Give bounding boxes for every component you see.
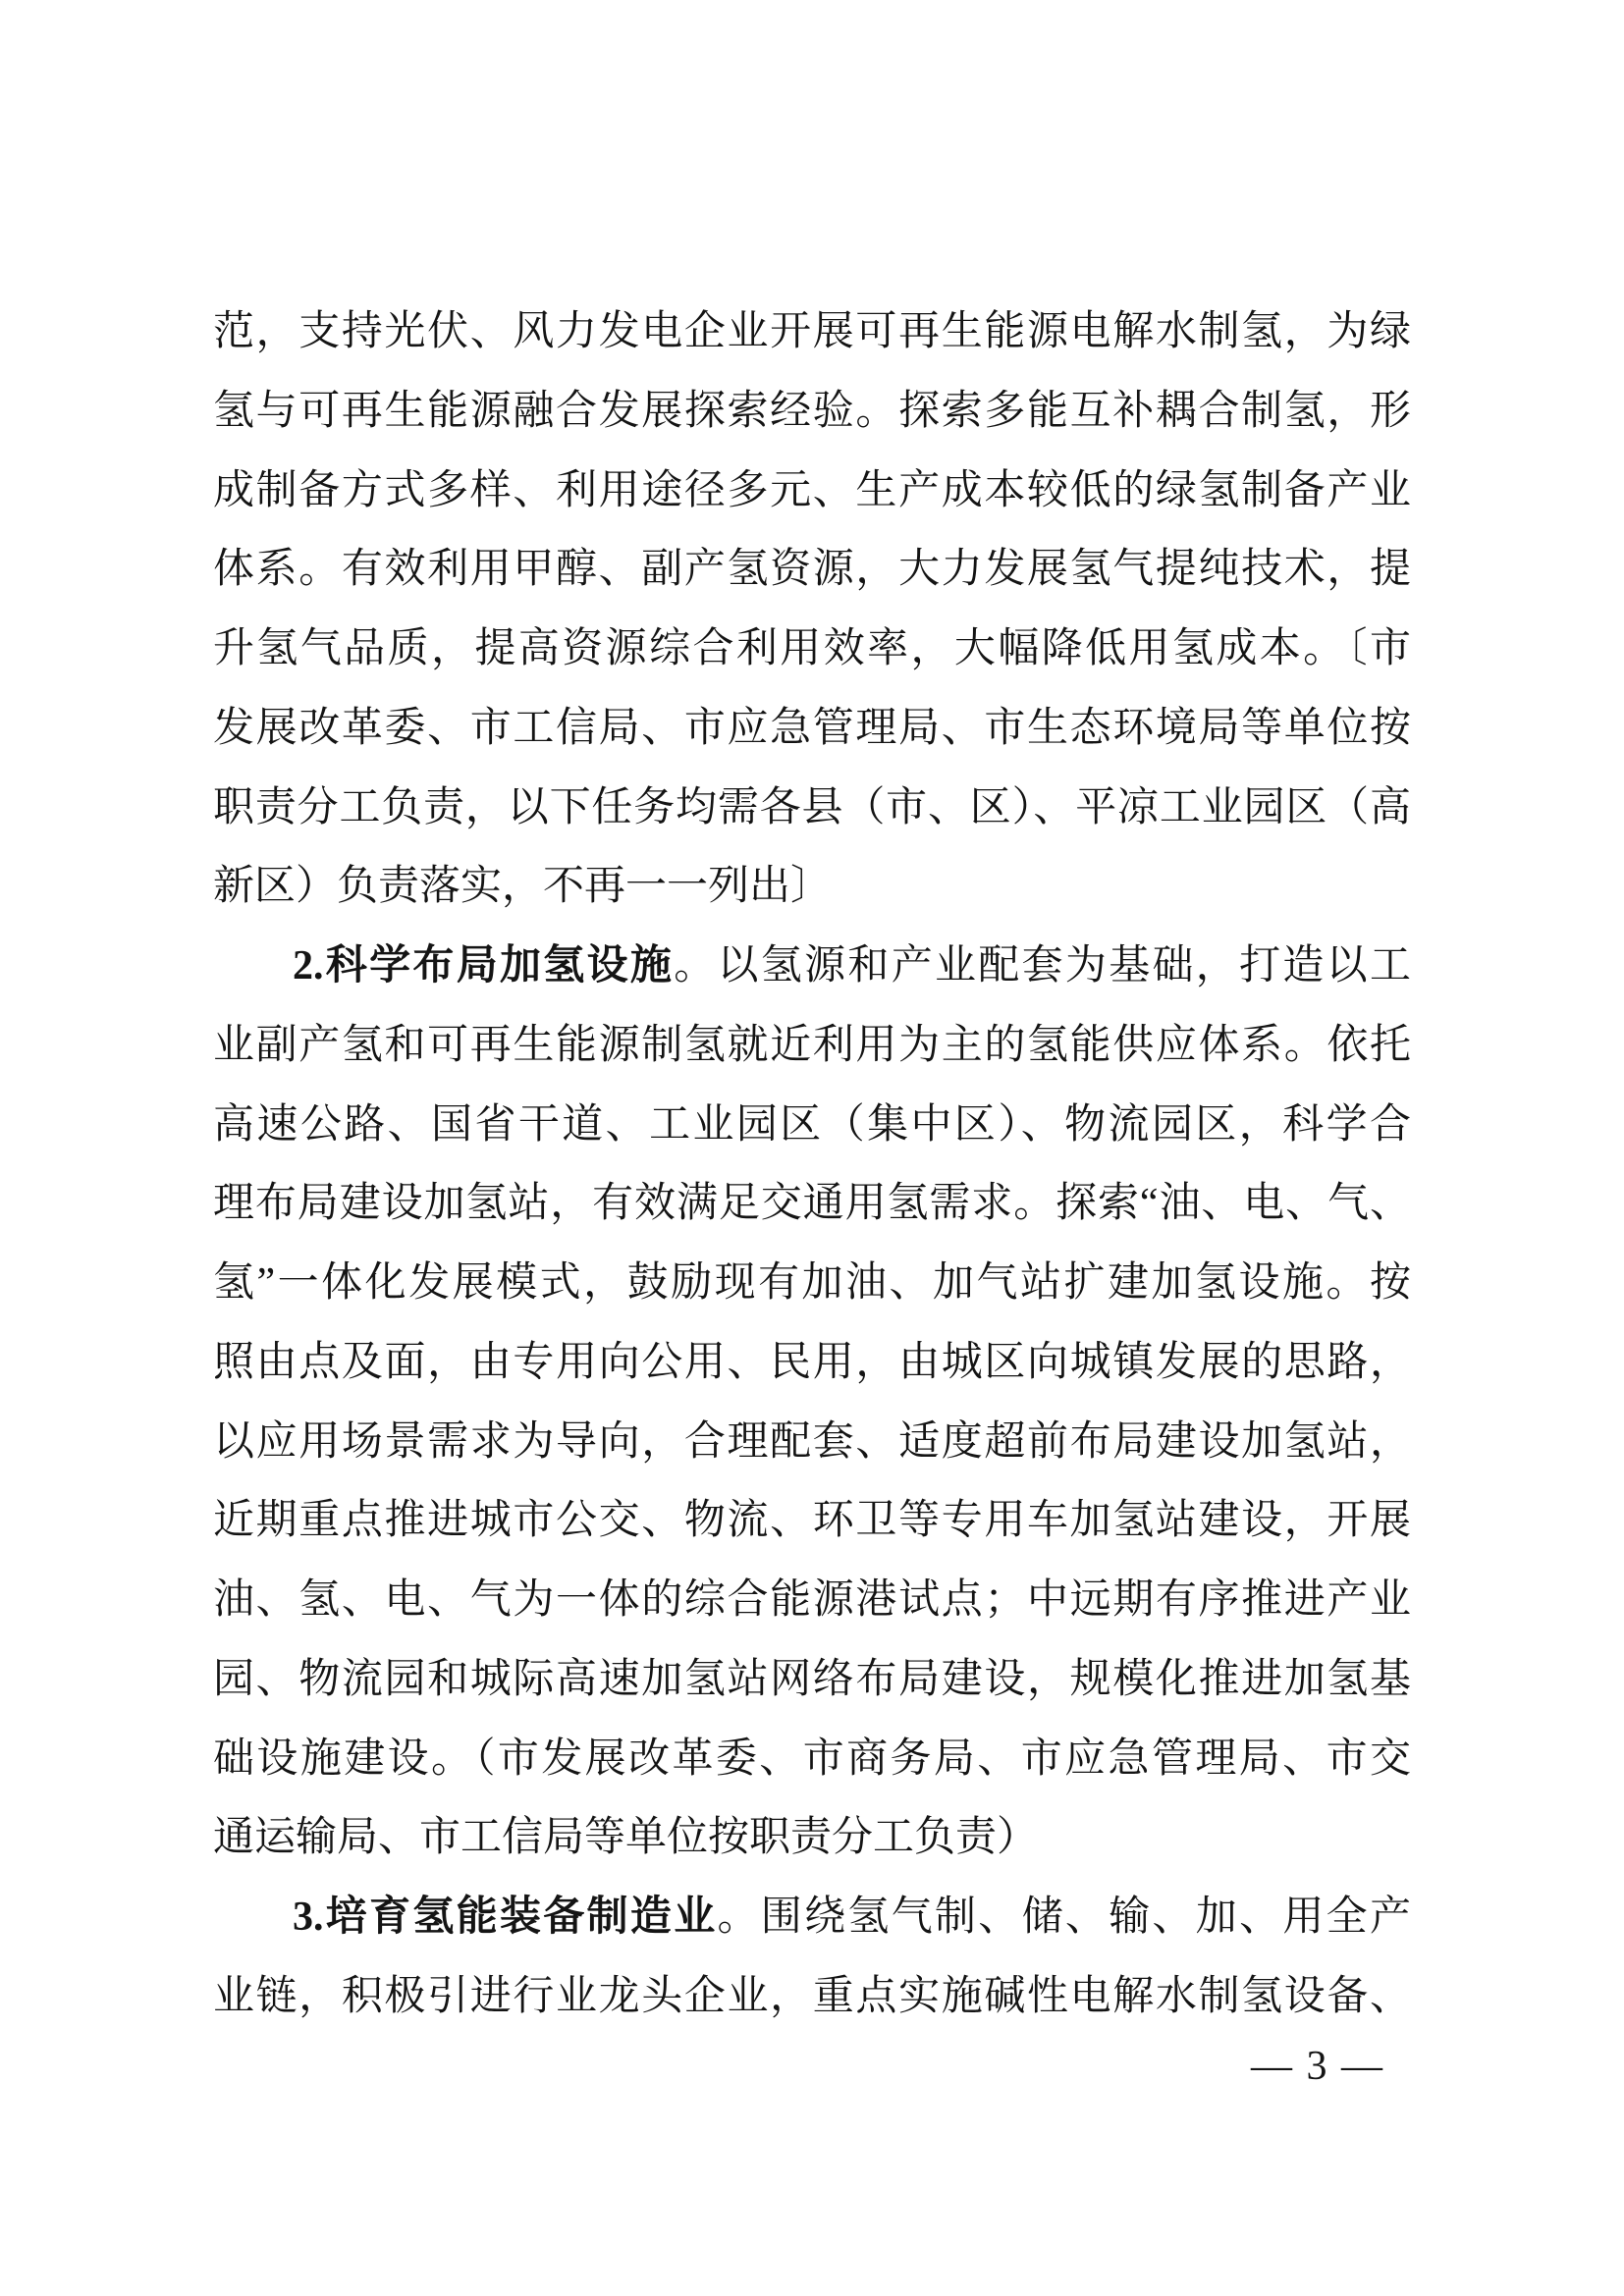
- text-line: [213, 847, 1411, 927]
- text-line: [213, 1561, 1411, 1640]
- bold-heading-segment: 2.科学布局加氢设施: [293, 943, 675, 988]
- text-segment: 范，支持光伏、风力发电企业开展可再生能源电解水制氢，为绿: [213, 309, 1411, 354]
- text-line: [213, 769, 1411, 848]
- text-line: [213, 1481, 1411, 1561]
- text-segment: 业副产氢和可再生能源制氢就近利用为主的氢能供应体系。依托: [213, 1022, 1411, 1068]
- text-segment: 础设施建设。（市发展改革委、市商务局、市应急管理局、市交: [213, 1735, 1411, 1782]
- text-segment: 近期重点推进城市公交、物流、环卫等专用车加氢站建设，开展: [213, 1498, 1411, 1544]
- text-line: [213, 1640, 1411, 1720]
- text-line: [213, 1957, 1411, 2037]
- text-segment: 新区）负责落实，不再一一列出〕: [213, 864, 833, 910]
- text-line: [213, 293, 1411, 372]
- text-segment: 发展改革委、市工信局、市应急管理局、市生态环境局等单位按: [213, 705, 1411, 751]
- text-segment: 油、氢、电、气为一体的综合能源港试点；中远期有序推进产业: [213, 1577, 1411, 1623]
- text-segment: 以应用场景需求为导向，合理配套、适度超前布局建设加氢站，: [213, 1418, 1411, 1465]
- text-line: [213, 530, 1411, 610]
- text-line: [213, 1164, 1411, 1244]
- text-segment: 理布局建设加氢站，有效满足交通用氢需求。探索“油、电、气、: [213, 1181, 1411, 1227]
- text-line: [213, 927, 1411, 1006]
- bold-heading-segment: 3.培育氢能装备制造业: [293, 1895, 718, 1940]
- text-line: [213, 689, 1411, 769]
- text-segment: 。围绕氢气制、储、输、加、用全产: [717, 1895, 1411, 1940]
- text-line: [213, 1244, 1411, 1323]
- text-line: [213, 1878, 1411, 1957]
- text-line: [213, 1720, 1411, 1799]
- body-text: [213, 293, 1411, 2037]
- text-line: [213, 452, 1411, 531]
- text-line: [213, 1403, 1411, 1482]
- text-line: [213, 372, 1411, 452]
- text-segment: 氢”一体化发展模式，鼓励现有加油、加气站扩建加氢设施。按: [213, 1260, 1411, 1306]
- text-segment: 氢与可再生能源融合发展探索经验。探索多能互补耦合制氢，形: [213, 388, 1411, 434]
- text-line: [213, 1798, 1411, 1878]
- text-segment: 。以氢源和产业配套为基础，打造以工: [674, 943, 1411, 988]
- text-line: [213, 1086, 1411, 1165]
- text-segment: 成制备方式多样、利用途径多元、生产成本较低的绿氢制备产业: [213, 467, 1411, 513]
- page-number: — 3 —: [1251, 2044, 1384, 2089]
- text-segment: 高速公路、国省干道、工业园区（集中区）、物流园区，科学合: [213, 1101, 1411, 1148]
- text-segment: 体系。有效利用甲醇、副产氢资源，大力发展氢气提纯技术，提: [213, 547, 1411, 593]
- text-line: [213, 610, 1411, 689]
- text-line: [213, 1006, 1411, 1086]
- text-segment: 职责分工负责，以下任务均需各县（市、区）、平凉工业园区（高: [213, 784, 1411, 830]
- text-segment: 照由点及面，由专用向公用、民用，由城区向城镇发展的思路，: [213, 1339, 1411, 1385]
- text-segment: 园、物流园和城际高速加氢站网络布局建设，规模化推进加氢基: [213, 1656, 1411, 1702]
- text-segment: 业链，积极引进行业龙头企业，重点实施碱性电解水制氢设备、: [213, 1973, 1411, 2019]
- text-segment: 升氢气品质，提高资源综合利用效率，大幅降低用氢成本。〔市: [213, 626, 1411, 671]
- text-segment: 通运输局、市工信局等单位按职责分工负责）: [213, 1815, 1039, 1861]
- text-line: [213, 1323, 1411, 1403]
